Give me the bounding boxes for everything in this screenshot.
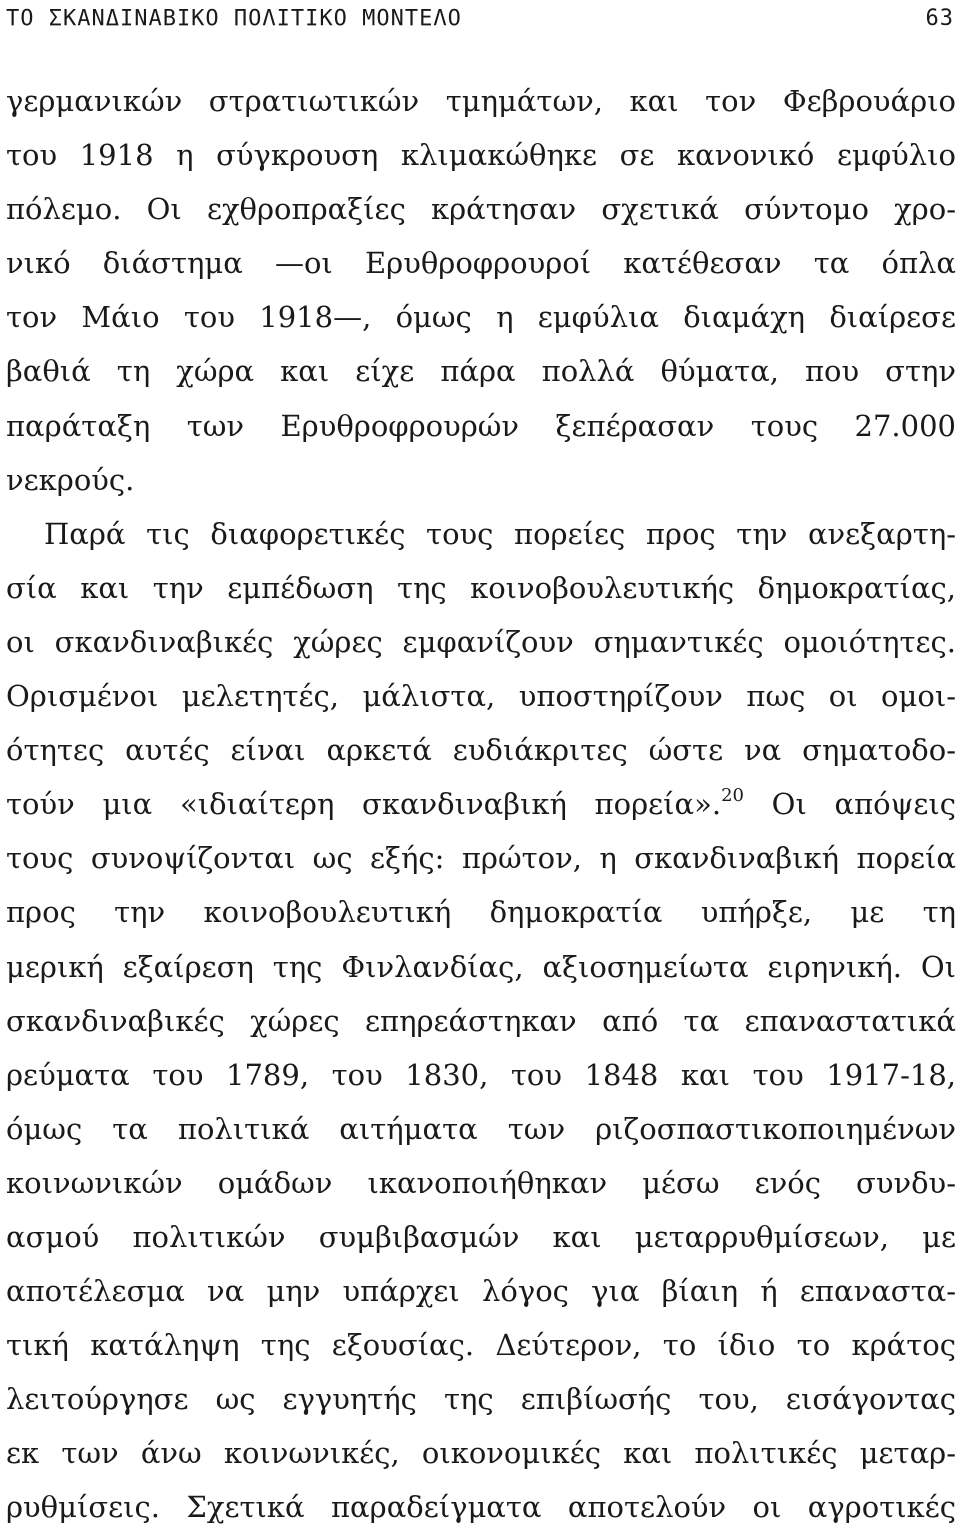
text-line: ασμού πολιτικών συμβιβασμών και μεταρρυθμίσεων, με [6,1219,956,1254]
text-line: ρεύματα του 1789, του 1830, του 1848 και του 1917-18, [6,1057,956,1092]
text-line: τική κατάληψη της εξουσίας. Δεύτερον, το ίδιο το κράτος [6,1328,956,1363]
text-line: γερμανικών στρατιωτικών τμημάτων, και τον Φεβρουάριο [6,84,956,118]
text-line: βαθιά τη χώρα και είχε πάρα πολλά θύματα, που στην [6,354,956,389]
text-line: κοινωνικών ομάδων ικανοποιήθηκαν μέσω ενός συνδυ- [6,1165,956,1200]
text-line: νικό διάστημα —οι Ερυθροφρουροί κατέθεσαν τα όπλα [6,246,956,281]
text-line: εκ των άνω κοινωνικές, οικονομικές και πολιτικές μεταρ- [6,1436,956,1471]
text-line: νεκρούς. [6,462,135,497]
running-header [6,2,954,36]
text-line: σκανδιναβικές χώρες επηρεάστηκαν από τα επαναστατικά [6,1003,956,1038]
page-number: 63 [925,6,954,31]
text-line: παράταξη των Ερυθροφρουρών ξεπέρασαν τους 27.000 [6,408,956,443]
text-line: ότητες αυτές είναι αρκετά ευδιάκριτες ώστε να σηματοδο- [6,733,956,768]
text-line: όμως τα πολιτικά αιτήματα των ριζοσπαστικοποιημένων [6,1111,956,1146]
text-line: τον Μάιο του 1918—, όμως η εμφύλια διαμάχη διαίρεσε [6,300,956,335]
body-text [6,74,956,1535]
text-fragment: Οι απόψεις [771,787,956,822]
text-line-with-footnote [6,777,956,831]
footnote-reference[interactable]: 20 [721,785,744,807]
text-fragment: τούν μια «ιδιαίτερη σκανδιναβική πορεία». [6,787,722,822]
text-line: οι σκανδιναβικές χώρες εμφανίζουν σημαντικές ομοιότητες. [6,624,956,659]
text-line: σία και την εμπέδωση της κοινοβουλευτικής δημοκρατίας, [6,570,956,605]
text-line: τους συνοψίζονται ως εξής: πρώτον, η σκανδιναβική πορεία [6,841,956,876]
text-line: λειτούργησε ως εγγυητής της επιβίωσής του, εισάγοντας [6,1382,956,1417]
running-title: ΤΟ ΣΚΑΝΔΙΝΑΒΙΚΟ ΠΟΛΙΤΙΚΟ ΜΟΝΤΕΛΟ [6,6,462,31]
text-line: του 1918 η σύγκρουση κλιμακώθηκε σε κανονικό εμφύλιο [6,138,956,173]
text-line: αποτέλεσμα να μην υπάρχει λόγος για βίαιη ή επαναστα- [6,1274,956,1309]
text-line: πόλεμο. Οι εχθροπραξίες κράτησαν σχετικά σύντομο χρο- [6,192,956,227]
text-line: προς την κοινοβουλευτική δημοκρατία υπήρξε, με τη [6,895,956,930]
paragraph-first-line: Παρά τις διαφορετικές τους πορείες προς την ανεξαρτη- [44,516,956,551]
text-line: μερική εξαίρεση της Φινλανδίας, αξιοσημείωτα ειρηνική. Οι [6,949,956,984]
text-line: Ορισμένοι μελετητές, μάλιστα, υποστηρίζουν πως οι ομοι- [6,679,956,714]
text-line: ρυθμίσεις. Σχετικά παραδείγματα αποτελούν οι αγροτικές [6,1490,956,1525]
